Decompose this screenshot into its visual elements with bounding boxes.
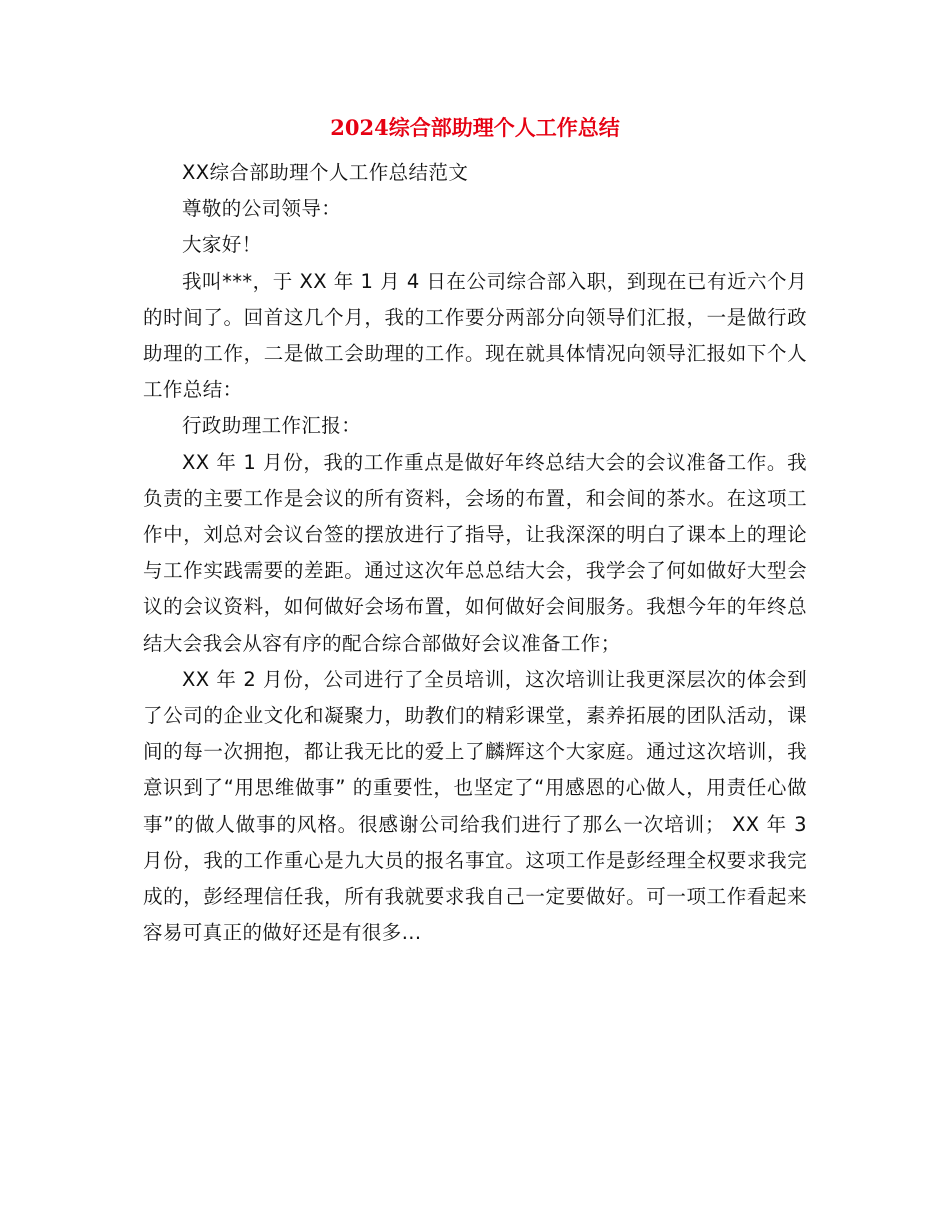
document-body	[143, 155, 807, 951]
section-heading-paragraph: 行政助理工作汇报：	[182, 414, 362, 438]
document-title: 2024综合部助理个人工作总结	[330, 115, 620, 140]
intro-paragraph: 我叫***，于 XX 年 1 月 4 日在公司综合部入职，到现在已有近六个月的时间了。回首这几个月，我的工作要分两部分向领导们汇报，一是做行政助理的工作，二是做工会助理的工作。现在就具体情况向领导汇报如下个人工作总结：	[143, 269, 807, 402]
subtitle-paragraph: XX综合部助理个人工作总结范文	[182, 161, 469, 184]
greeting-paragraph: 大家好！	[182, 233, 262, 257]
january-paragraph: XX 年 1 月份，我的工作重点是做好年终总结大会的会议准备工作。我负责的主要工作是会议的所有资料，会场的布置，和会间的茶水。在这项工作中，刘总对会议台签的摆放进行了指导，让我深深的明白了课本上的理论与工作实践需要的差距。通过这次年总总结大会，我学会了何如做好大型会议的会议资料，如何做好会场布置，如何做好会间服务。我想今年的年终总结大会我会从容有序的配合综合部做好会议准备工作；	[143, 450, 807, 655]
salutation-paragraph: 尊敬的公司领导：	[182, 197, 342, 221]
february-paragraph: XX 年 2 月份，公司进行了全员培训，这次培训让我更深层次的体会到了公司的企业文化和凝聚力，助教们的精彩课堂，素养拓展的团队活动，课间的每一次拥抱，都让我无比的爱上了麟辉这个大家庭。通过这次培训，我意识到了“用思维做事” 的重要性，也坚定了“用感恩的心做人，用责任心做事”的做人做事的风格。很感谢公司给我们进行了那么一次培训； XX 年 3 月份，我的工作重心是九大员的报名事宜。这项工作是彭经理全权要求我完成的，彭经理信任我，所有我就要求我自己一定要做好。可一项工作看起来容易可真正的做好还是有很多...	[143, 667, 807, 945]
